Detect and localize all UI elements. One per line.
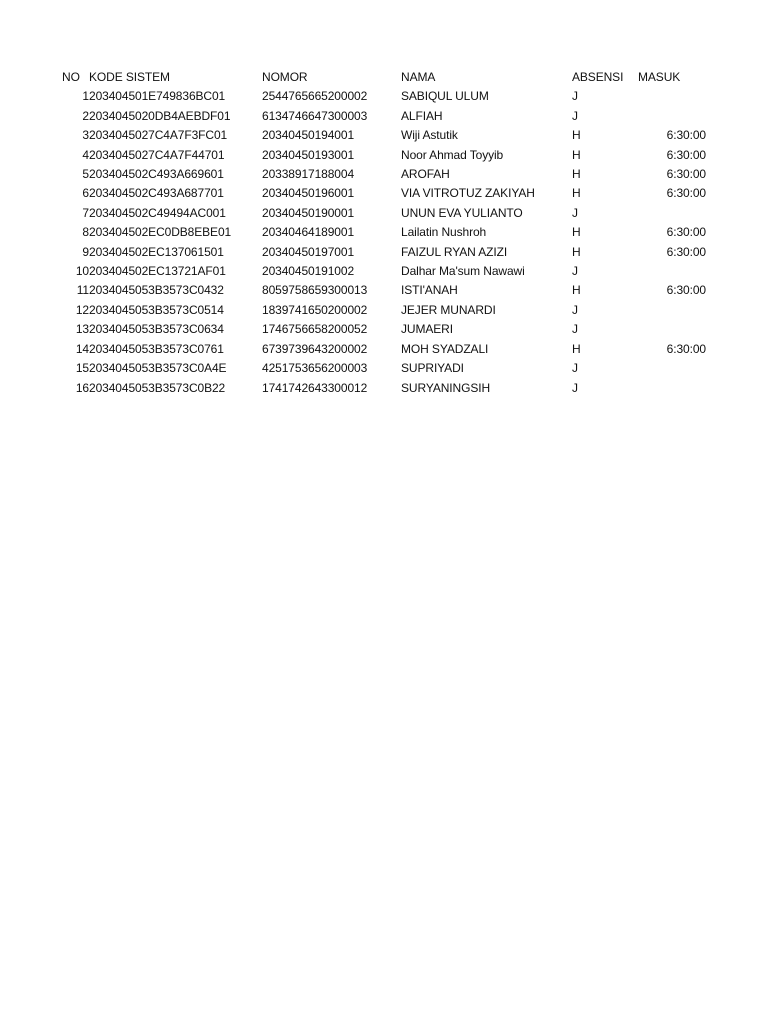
table-body: [62, 87, 706, 398]
cell-kode-sistem: 2034045053B3573C0634: [89, 322, 224, 337]
cell-nama: MOH SYADZALI: [401, 341, 489, 356]
cell-nama: Dalhar Ma'sum Nawawi: [401, 264, 525, 279]
cell-nomor: 1741742643300012: [262, 380, 368, 395]
cell-absensi: H: [572, 147, 581, 162]
cell-masuk: 6:30:00: [666, 283, 706, 298]
cell-masuk: 6:30:00: [666, 244, 706, 259]
cell-no: 14: [75, 341, 89, 356]
cell-nomor: 20340450190001: [262, 205, 355, 220]
cell-nomor: 1839741650200002: [262, 302, 368, 317]
cell-kode-sistem: 203404502EC137061501: [89, 244, 224, 259]
table-row: [62, 184, 706, 203]
cell-masuk: [638, 204, 706, 223]
table-row: [62, 107, 706, 126]
cell-kode-sistem: 203404502EC0DB8EBE01: [89, 225, 232, 240]
cell-nomor: 20338917188004: [262, 167, 355, 182]
header-row: [62, 68, 706, 87]
cell-kode-sistem: 2034045020DB4AEBDF01: [89, 108, 231, 123]
table-row: [62, 87, 706, 106]
cell-nama: Noor Ahmad Toyyib: [401, 147, 504, 162]
cell-kode-sistem: 203404502C493A687701: [89, 186, 224, 201]
table-row: [62, 301, 706, 320]
cell-no: 15: [75, 361, 89, 376]
table-row: [62, 262, 706, 281]
cell-absensi: J: [572, 322, 578, 337]
cell-nomor: 2544765665200002: [262, 89, 368, 104]
cell-no: 7: [82, 205, 89, 220]
cell-masuk: 6:30:00: [666, 128, 706, 143]
cell-kode-sistem: 2034045027C4A7F3FC01: [89, 128, 228, 143]
cell-kode-sistem: 203404501E749836BC01: [89, 89, 226, 104]
cell-absensi: J: [572, 380, 578, 395]
table-row: [62, 281, 706, 300]
cell-nomor: 20340450191002: [262, 264, 355, 279]
cell-nama: UNUN EVA YULIANTO: [401, 205, 523, 220]
header-nomor: NOMOR: [262, 70, 308, 84]
header-kode-sistem: KODE SISTEM: [89, 70, 170, 84]
cell-absensi: H: [572, 341, 581, 356]
cell-nama: ISTI'ANAH: [401, 283, 458, 298]
cell-absensi: H: [572, 225, 581, 240]
cell-nama: JUMAERI: [401, 322, 453, 337]
cell-kode-sistem: 203404502C49494AC001: [89, 205, 226, 220]
cell-no: 2: [82, 108, 89, 123]
cell-nomor: 6134746647300003: [262, 108, 368, 123]
table-row: [62, 320, 706, 339]
cell-kode-sistem: 203404502EC13721AF01: [89, 264, 226, 279]
cell-absensi: J: [572, 302, 578, 317]
cell-kode-sistem: 2034045053B3573C0B22: [89, 380, 226, 395]
cell-absensi: H: [572, 244, 581, 259]
cell-nama: SUPRIYADI: [401, 361, 464, 376]
cell-masuk: [638, 379, 706, 398]
cell-no: 11: [76, 283, 89, 298]
cell-nomor: 8059758659300013: [262, 283, 368, 298]
cell-no: 3: [82, 128, 89, 143]
cell-nomor: 20340450194001: [262, 128, 355, 143]
cell-kode-sistem: 203404502C493A669601: [89, 167, 224, 182]
cell-no: 5: [82, 167, 89, 182]
table-row: [62, 204, 706, 223]
cell-nama: Lailatin Nushroh: [401, 225, 487, 240]
cell-nama: JEJER MUNARDI: [401, 302, 496, 317]
cell-masuk: [638, 262, 706, 281]
cell-masuk: 6:30:00: [666, 186, 706, 201]
cell-absensi: J: [572, 108, 578, 123]
cell-absensi: J: [572, 361, 578, 376]
header-masuk: MASUK: [638, 70, 681, 84]
cell-nama: AROFAH: [401, 167, 450, 182]
cell-nomor: 20340450196001: [262, 186, 355, 201]
cell-kode-sistem: 2034045053B3573C0A4E: [89, 361, 227, 376]
header-nama: NAMA: [401, 70, 436, 84]
table-row: [62, 223, 706, 242]
cell-masuk: 6:30:00: [666, 147, 706, 162]
table-row: [62, 340, 706, 359]
cell-masuk: [638, 87, 706, 106]
cell-absensi: J: [572, 89, 578, 104]
table-row: [62, 165, 706, 184]
cell-kode-sistem: 2034045053B3573C0432: [89, 283, 224, 298]
table-row: [62, 146, 706, 165]
cell-absensi: J: [572, 205, 578, 220]
cell-kode-sistem: 2034045027C4A7F44701: [89, 147, 225, 162]
cell-masuk: 6:30:00: [666, 225, 706, 240]
cell-nama: FAIZUL RYAN AZIZI: [401, 244, 508, 259]
cell-no: 16: [75, 380, 89, 395]
cell-nama: VIA VITROTUZ ZAKIYAH: [401, 186, 535, 201]
cell-masuk: 6:30:00: [666, 167, 706, 182]
attendance-table: [62, 68, 706, 398]
cell-absensi: J: [572, 264, 578, 279]
cell-no: 13: [75, 322, 89, 337]
cell-no: 6: [82, 186, 89, 201]
cell-masuk: [638, 301, 706, 320]
cell-nomor: 1746756658200052: [262, 322, 368, 337]
cell-nama: Wiji Astutik: [401, 128, 458, 143]
cell-kode-sistem: 2034045053B3573C0761: [89, 341, 224, 356]
cell-nama: SURYANINGSIH: [401, 380, 491, 395]
table-row: [62, 359, 706, 378]
cell-absensi: H: [572, 128, 581, 143]
header-absensi: ABSENSI: [572, 70, 624, 84]
header-no: NO: [62, 70, 80, 84]
cell-nomor: 20340450193001: [262, 147, 355, 162]
cell-nomor: 4251753656200003: [262, 361, 368, 376]
cell-no: 9: [82, 244, 89, 259]
cell-masuk: 6:30:00: [666, 341, 706, 356]
cell-no: 8: [82, 225, 89, 240]
cell-masuk: [638, 107, 706, 126]
table-row: [62, 126, 706, 145]
cell-masuk: [638, 359, 706, 378]
cell-masuk: [638, 320, 706, 339]
table-row: [62, 243, 706, 262]
cell-nama: ALFIAH: [401, 108, 443, 123]
cell-no: 1: [82, 89, 89, 104]
cell-nama: SABIQUL ULUM: [401, 89, 489, 104]
cell-nomor: 20340450197001: [262, 244, 355, 259]
cell-no: 12: [75, 302, 89, 317]
cell-absensi: H: [572, 283, 581, 298]
cell-absensi: H: [572, 167, 581, 182]
cell-kode-sistem: 2034045053B3573C0514: [89, 302, 224, 317]
cell-nomor: 20340464189001: [262, 225, 355, 240]
cell-nomor: 6739739643200002: [262, 341, 368, 356]
cell-absensi: H: [572, 186, 581, 201]
cell-no: 10: [75, 264, 89, 279]
table-row: [62, 379, 706, 398]
table-header: [62, 68, 706, 87]
cell-no: 4: [82, 147, 89, 162]
